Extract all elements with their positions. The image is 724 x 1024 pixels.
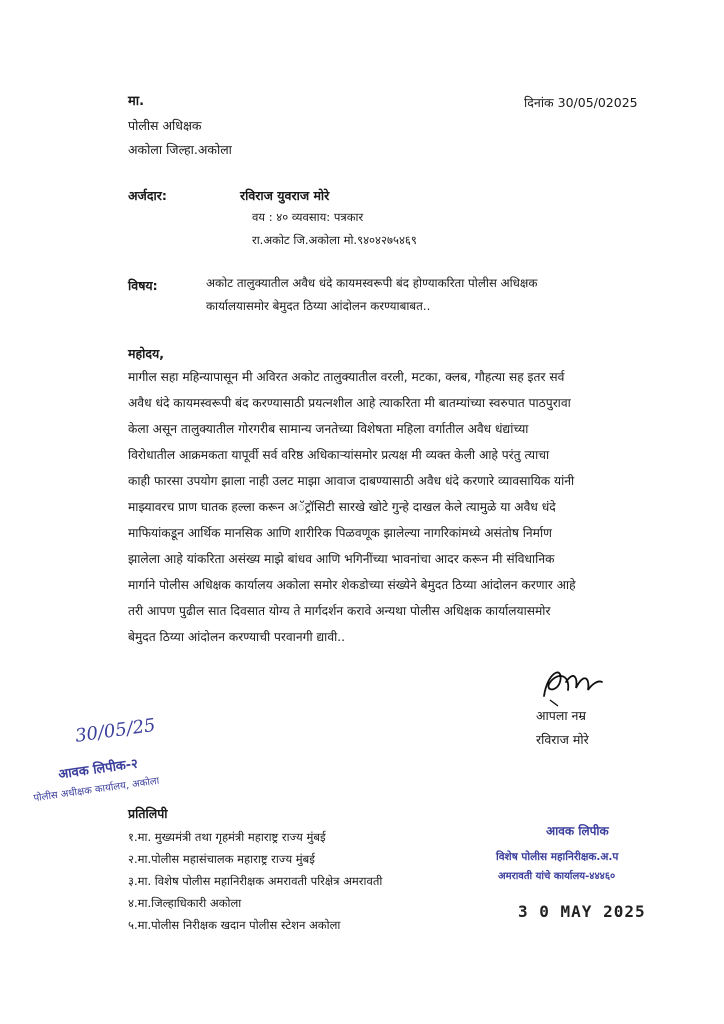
applicant-address: रा.अकोट जि.अकोला मो.९४०४२७५४६९	[252, 233, 417, 247]
stamp-line-2: पोलीस अधीक्षक कार्यालय, अकोला	[32, 775, 160, 805]
handwritten-signature	[530, 660, 610, 710]
body-line: अवैध धंदे कायमस्वरूपी बंद करण्यासाठी प्रयत्नशील आहे त्याकरिता मी बातम्यांच्या स्वरुपात पाठपुरावा	[128, 396, 571, 410]
letter-date: दिनांक 30/05/02025	[524, 95, 638, 110]
salutation: महोदय,	[128, 346, 164, 361]
copy-item: २.मा.पोलीस महासंचालक महाराष्ट्र राज्य मुंबई	[128, 852, 315, 866]
body-line: विरोधातील आक्रमकता यापूर्वी सर्व वरिष्ठ अधिकाऱ्यांसमोर प्रत्यक्ष मी व्यक्त केली आहे परंतु त्याचा	[128, 448, 550, 462]
subject-line-1: अकोट तालुक्यातील अवैध धंदे कायमस्वरूपी बंद होण्याकरिता पोलीस अधिक्षक	[206, 276, 538, 290]
body-line: माफियांकडून आर्थिक मानसिक आणि शारीरिक पिळवणूक झालेल्या नागरिकांमध्ये असंतोष निर्माण	[128, 526, 552, 540]
body-line: काही फारसा उपयोग झाला नाही उलट माझा आवाज दाबण्यासाठी अवैध धंदे करणारे व्यावसायिक यांनी	[128, 474, 575, 488]
inward-stamp-right	[488, 820, 688, 930]
copy-item: ३.मा. विशेष पोलीस महानिरीक्षक अमरावती परिक्षेत्र अमरावती	[128, 874, 383, 888]
recipient-line-1: पोलीस अधिक्षक	[128, 118, 202, 133]
applicant-age-occupation: वय : ४० व्यवसाय: पत्रकार	[252, 210, 364, 224]
body-line: माझ्यावरच प्राण घातक हल्ला करून अॅट्रॉसिटी सारखे खोटे गुन्हे दाखल केले त्यामुळे या अवैध धंदे	[128, 500, 556, 514]
copy-item: १.मा. मुख्यमंत्री तथा गृहमंत्री महाराष्ट्र राज्य मुंबई	[128, 830, 326, 844]
body-line: तरी आपण पुढील सात दिवसात योग्य ते मार्गदर्शन करावे अन्यथा पोलीस अधिक्षक कार्यालयासमोर	[128, 604, 551, 618]
inward-stamp-left	[25, 710, 216, 824]
subject-label: विषय:	[128, 278, 158, 293]
to-prefix: मा.	[128, 94, 145, 109]
copy-item: ५.मा.पोलीस निरीक्षक खदान पोलीस स्टेशन अकोला	[128, 918, 341, 932]
stamp-right-line-1: आवक लिपीक	[546, 824, 609, 838]
body-line: बेमुदत ठिय्या आंदोलन करण्याची परवानगी द्यावी..	[128, 630, 345, 644]
recipient-line-2: अकोला जिल्हा.अकोला	[128, 142, 232, 157]
body-line: झालेला आहे यांकरिता असंख्य माझे बांधव आणि भगिनींच्या भावनांचा आदर करून मी संविधानिक	[128, 552, 555, 566]
stamp-right-date: 3 0 MAY 2025	[518, 902, 646, 921]
stamp-right-line-3: अमरावती यांचे कार्यालय-४४४६०	[498, 871, 616, 882]
stamp-handwritten-date: 30/05/25	[73, 714, 157, 747]
body-line: केला असून तालुक्यातील गोरगरीब सामान्य जनतेच्या विशेषता महिला वर्गातील अवैध धंद्यांच्या	[128, 422, 529, 436]
body-line: मागील सहा महिन्यापासून मी अविरत अकोट तालुक्यातील वरली, मटका, क्लब, गौहत्या सह इतर सर्व	[128, 370, 565, 384]
stamp-line-1: आवक लिपीक-२	[57, 756, 139, 783]
stamp-right-line-2: विशेष पोलीस महानिरीक्षक.अ.प	[496, 851, 619, 863]
signature-name: रविराज मोरे	[536, 732, 589, 747]
copies-heading: प्रतिलिपी	[128, 806, 168, 821]
body-line: मार्गाने पोलीस अधिक्षक कार्यालय अकोला समोर शेकडोच्या संख्येने बेमुदत ठिय्या आंदोलन करणार आहे	[128, 578, 576, 592]
applicant-label: अर्जदार:	[128, 188, 167, 203]
applicant-name: रविराज युवराज मोरे	[240, 188, 330, 203]
copy-item: ४.मा.जिल्हाधिकारी अकोला	[128, 896, 242, 910]
subject-line-2: कार्यालयासमोर बेमुदत ठिय्या आंदोलन करण्याबाबत..	[206, 299, 431, 313]
signature-closing: आपला नम्र	[536, 708, 586, 723]
